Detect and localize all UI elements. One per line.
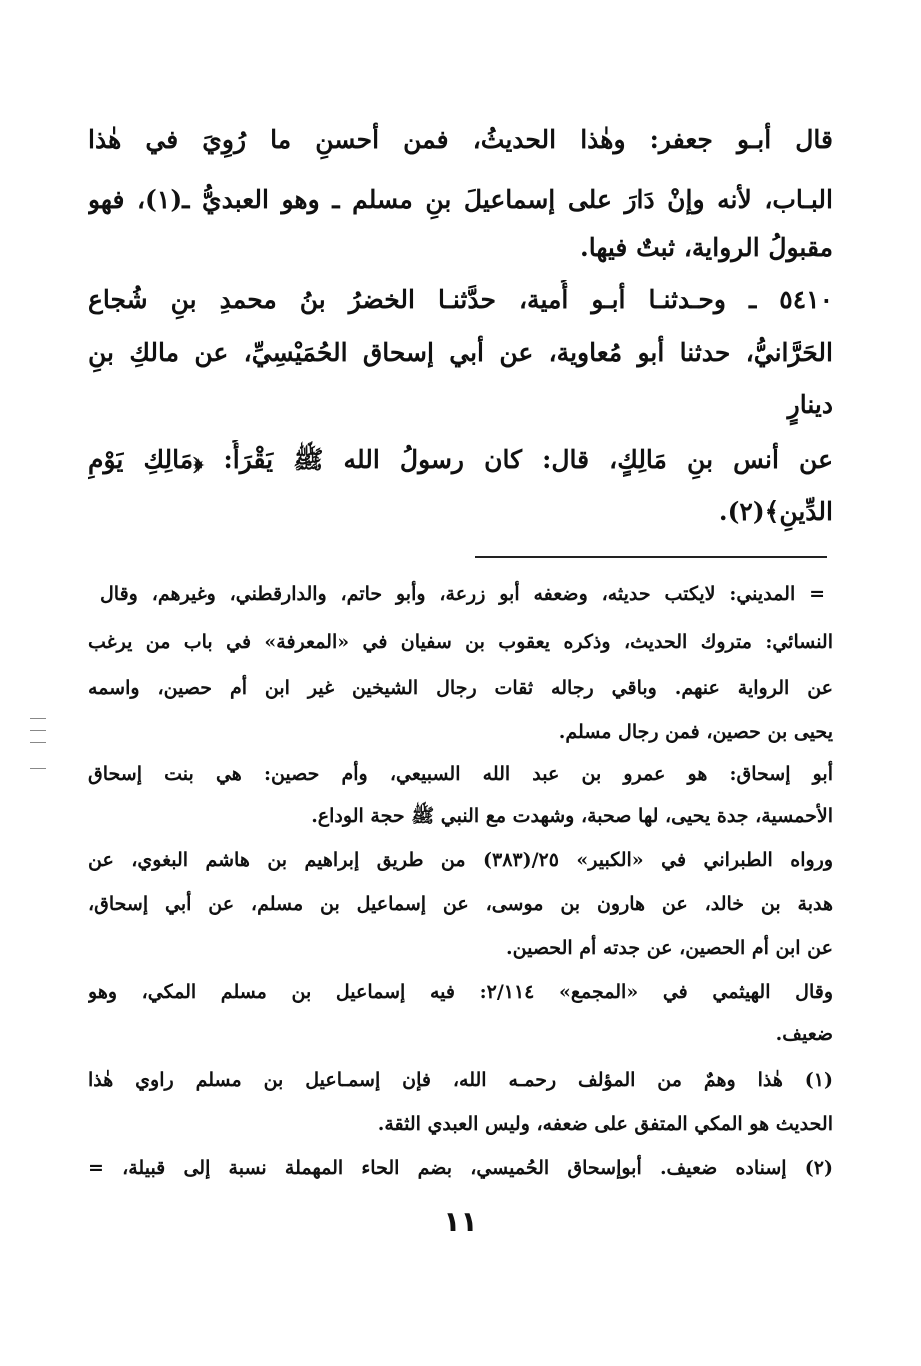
main-text-line-2: البـاب، لأنه وإنْ دَارَ على إسماعيلَ بنِ مسلم ـ وهو العبديُّ ـ(١)، فهو (88, 185, 833, 214)
footnote-line-12: (١) هٰذا وهمٌ من المؤلف رحمـه الله، فإن إسمـاعيل بن مسلم راوي هٰذا (88, 1069, 833, 1091)
footnote-line-2: النسائي: متروك الحديث، وذكره يعقوب بن سفيان في «المعرفة» في باب من يرغب (88, 631, 833, 653)
main-text-line-3: مقبولُ الرواية، ثبتٌ فيها. (580, 233, 833, 262)
footnote-line-4: يحيى بن حصين، فمن رجال مسلم. (558, 721, 833, 743)
margin-scan-mark (30, 730, 46, 731)
footnote-line-5: أبو إسحاق: هو عمرو بن عبد الله السبيعي، وأم حصين: هي بنت إسحاق (88, 763, 833, 785)
main-text-line-1: قال أبـو جعفر: وهٰذا الحديثُ، فمن أحسنِ ما رُوِيَ في هٰذا (88, 125, 833, 154)
footnote-line-11: ضعيف. (775, 1023, 833, 1045)
footnote-line-1: = المديني: لايكتب حديثه، وضعفه أبو زرعة، وأبو حاتم، والدارقطني، وغيرهم، وقال (100, 583, 825, 605)
footnote-line-8: هدبة بن خالد، عن هارون بن موسى، عن إسماعيل بن مسلم، عن أبي إسحاق، (88, 893, 833, 915)
page-number: ١١ (443, 1205, 478, 1238)
footnote-line-6: الأحمسية، جدة يحيى، لها صحبة، وشهدت مع النبي ﷺ حجة الوداع. (311, 805, 833, 827)
margin-scan-mark (30, 718, 46, 719)
footnote-line-9: عن ابن أم الحصين، عن جدته أم الحصين. (506, 937, 833, 959)
footnote-line-7: ورواه الطبراني في «الكبير» ٢٥/(٣٨٣) من طريق إبراهيم بن هاشم البغوي، عن (88, 849, 833, 871)
main-text-line-7: عن أنس بنِ مَالِكٍ، قال: كان رسولُ الله ﷺ يَقْرَأُ: ﴿مَالِكِ يَوْمِ (88, 445, 833, 474)
margin-scan-mark (30, 742, 46, 743)
main-text-line-6: دينارٍ (787, 390, 833, 419)
footnote-separator (475, 556, 827, 558)
main-text-line-4: ٥٤١٠ ـ وحـدثنـا أبـو أُمية، حدَّثنـا الخضرُ بنُ محمدِ بنِ شُجاع (88, 285, 833, 314)
footnote-line-3: عن الرواية عنهم. وباقي رجاله ثقات رجال الشيخين غير ابن أم حصين، واسمه (88, 677, 833, 699)
footnote-line-13: الحديث هو المكي المتفق على ضعفه، وليس العبدي الثقة. (377, 1113, 833, 1135)
margin-scan-mark (30, 768, 46, 769)
footnote-line-10: وقال الهيثمي في «المجمع» ٢/١١٤: فيه إسماعيل بن مسلم المكي، وهو (88, 981, 833, 1003)
main-text-line-8: الدِّينِ﴾(٢). (718, 497, 833, 526)
footnote-line-14: (٢) إسناده ضعيف. أبوإسحاق الحُميسي، بضم الحاء المهملة نسبة إلى قبيلة، = (88, 1157, 833, 1179)
main-text-line-5: الحَرَّانيُّ، حدثنا أبو مُعاوية، عن أبي إسحاق الحُمَيْسِيِّ، عن مالكِ بنِ (88, 338, 833, 367)
